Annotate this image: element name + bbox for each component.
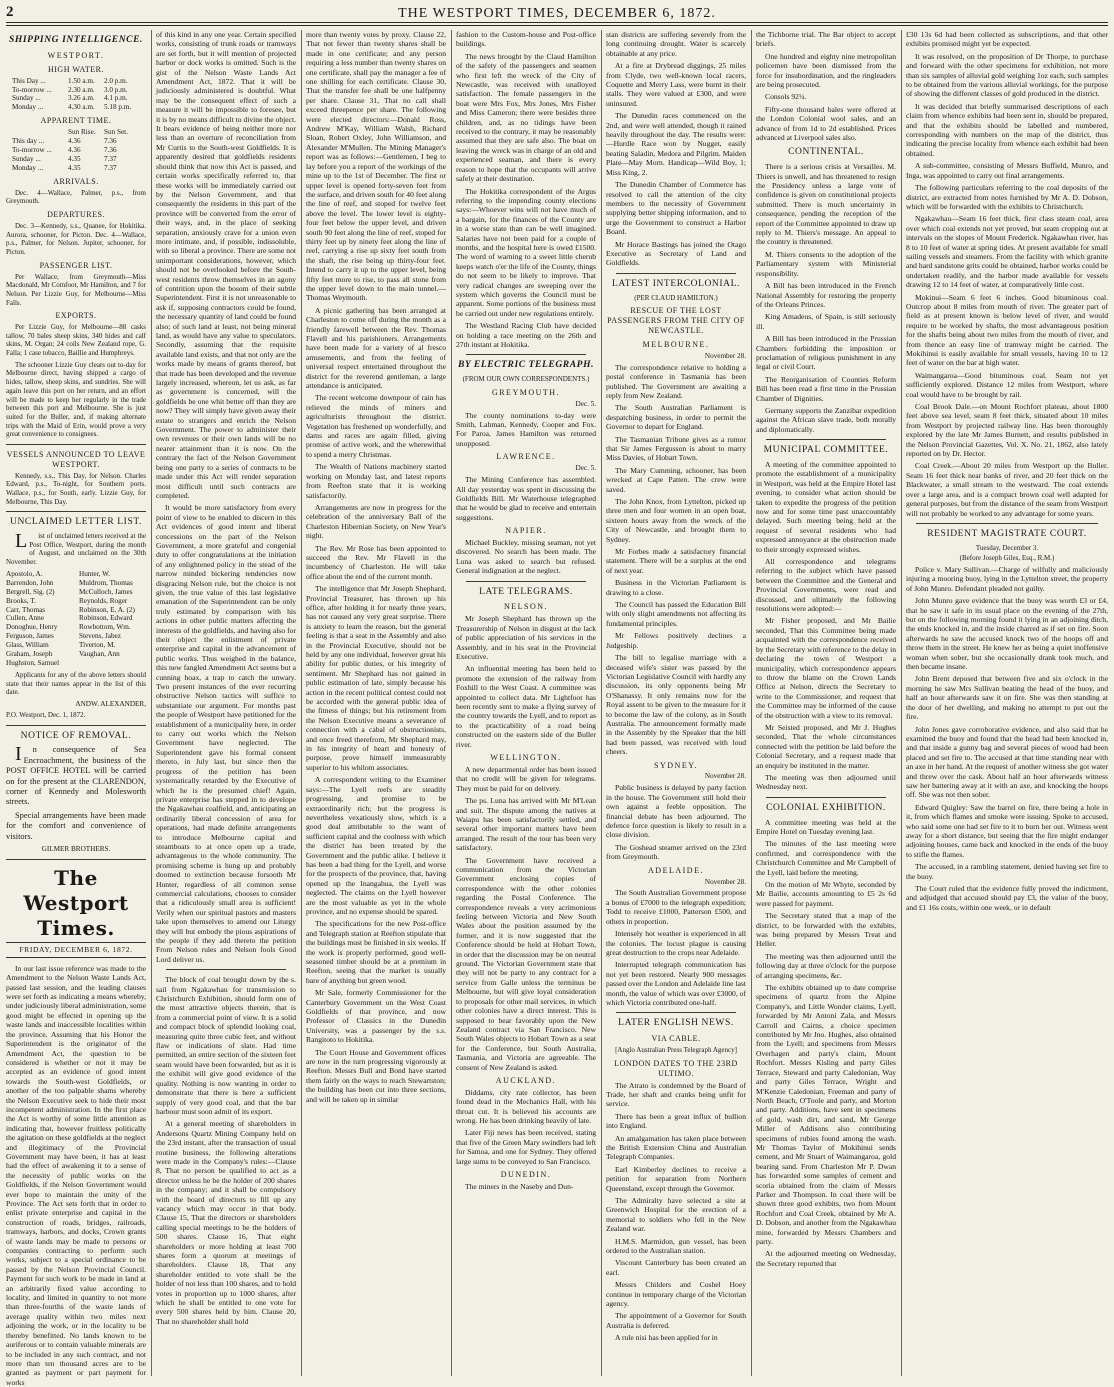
vessels-text: Kennedy, s.s., This Day, for Nelson. Charles Edward, p.s., To-night, for Southern ports. Wallace, p.s., for South, early. Lizzie Guy, for Melbourne, This Day.	[6, 471, 146, 506]
letter-name: McCulloch, James	[79, 587, 133, 596]
article-text: The Westland Racing Club have decided on holding a race meeting on the 26th and 27th instant at Hokitika.	[456, 321, 596, 349]
telegram-text: The Mining Conference has assembled. All day yesterday was spent in discussing the Goldfields Bill. Mr Waterhouse telegraphed that he would be glad to receive and entertain suggestions.	[456, 475, 596, 522]
table-cell: 4.30 a.m.	[68, 103, 95, 112]
telegram-text: Diddams, city rate collector, has been found dead in the Mechanics Hall, with his throat cut. It is believed his accounts are wrong. He has been drinking heavily of late.	[456, 1087, 596, 1126]
table-cell: 1.50 a.m.	[68, 76, 95, 85]
removal-heading: NOTICE OF REMOVAL.	[20, 730, 132, 741]
table-cell: 4.35	[68, 163, 81, 172]
news-text: One hundred and eighty nine metropolitan policemen have been dismissed from the force for insubordination, and the ringleaders are being prosecuted.	[756, 51, 896, 90]
news-text: Public business is delayed by party faction in the house. The Government still hold their own against a feeble opposition. The financial debate has been adjourned. The defence force question is likely to result in a close division.	[606, 783, 746, 840]
table-cell: 5.18 p.m.	[104, 103, 132, 112]
news-text: A Bill has been introduced in the Prussian Chambers forbidding the imposition or proclamation of religious punishment in any legal or civil Court.	[756, 334, 896, 372]
article-text: At a general meeting of shareholders in Andersons Quartz Mining Company held on the 23rd instant, after the transaction of usual routine business, the following alterations were made in the Company's rules:—Clause 8, That no person be qualified to act as a director unless he be the holder of 200 shares in the company; and it shall be compulsory with the board of directors to fill up any vacancy which may occur in that body. Clause 15, That the directors or shareholders calling special meetings to be the holders of 500 shares. Clause 16, That eight shareholders or more holding at least 700 shares form a quorum at meetings of shareholders. Clause 18, That any shareholder entitled to vote shall be the holder of not less than 100 shares, and to hold votes in proportion up to 1000 shares, after which he shall be entitled to one vote for every 500 shares held by him. Clause 20, That no shareholder shall hold	[156, 1119, 296, 1326]
article-text: The Hokitika correspondent of the Argus referring to the impending county elections says:—Whoever wins will not have much of a bargain, for the finances of the County are in a worse state than can be well imagined. Salaries have not been paid for a couple of months, and the hospital here is owed £1500. The word of warning to a sweet little cherub keeps watch o'er the life of the County, things do not seem to be likely to improve. That very radical changes are sweeping over the system which governs the Council must be apparent. Some portions of the business must be carried out under new regulations entirely.	[456, 186, 596, 318]
column-4	[456, 30, 596, 1376]
divider	[6, 725, 146, 726]
telegram-text: The county nominations to-day were Smith, Lahman, Kennedy, Cooper and Fox. For Paroa, James Hamilton was returned unopposed.	[456, 410, 596, 448]
article-text: Mr Sale, formerly Commissioner for the Canterbury Government on the West Coast Goldfields of that province, and now Professor of Classics in the Dunedin University, was a passenger by the s.s. Rangitoto to Hokitika.	[306, 988, 446, 1045]
letter-name: Hunter, W.	[79, 569, 111, 578]
letter-name: Ferguson, James	[6, 632, 54, 641]
divider	[466, 581, 586, 582]
telegram-text: Mr Joseph Shephard has thrown up the Treasurership of Nelson in disgust at the lack of public appreciation of his services in the Assembly, and in his seat in the Provincial Executive.	[456, 614, 596, 661]
letter-name: Brooks, T.	[6, 596, 36, 605]
court-text: Edward Quigley: Saw the barrel on fire, there being a hole in it, from which flames and smoke were issuing. Spoke to accused, who said some one had set fire to it to burn her out. Witness went away for a short distance, but seeing that the fire might endanger adjoining houses, came back and knocked in the ends of the buoy to stifle the flames.	[906, 802, 1108, 859]
exports-note: The schooner Lizzie Guy clears out to-day for Melbourne direct, having shipped a cargo of hides, tallow, sheep skins, and sundries. She will again leave this port on her return, and an effort will be made to keep her regularly in the trade between this port and Melbourne. She is just suited for the Buller, and, if making alternate trips with the Maid of Erin, would prove a very great convenience to consignees.	[6, 360, 146, 439]
news-text: Fifty-one thousand bales were offered at the London Colonial wool sales, and an advance of from 1d to 2d established. Prices advanced at Liverpool sales also.	[756, 104, 896, 143]
news-text: The following particulars referring to the coal deposits of the district, are extracted from notes furnished by Mr A. D. Dobson, which will be forwarded with the exhibits to Christchurch.	[906, 183, 1108, 211]
dateline: FRIDAY, DECEMBER 6, 1872.	[6, 942, 146, 957]
letter-name: Muldrom, Thomas	[79, 578, 133, 587]
table-cell: 4.1 p.m.	[104, 94, 128, 103]
article-text: more than twenty votes by proxy. Clause 22, That not fewer than twenty shares shall be made in one certificate; and any person requiring a less number than twenty shares on one certificate, shall pay the manager a fee of one shilling for each certificate. Clause 30, That the transfer fee shall be one halfpenny per share. Clause 31, That no call shall exceed threepence per share. The following were elected directors:—Donald Ross, Andrew M'Kay, William Walsh, Richard Sloan, Robert Oxley, John Williamson, and Alexander M'Mullen. The Mining Manager's report was as follows:—Gentlemen, I beg to lay before you a report of the workings of the mine up to the 1st of December. The first or upper level is opened forty-seven feet from the surface, and driven south for 40 feet along the line of reef, and stoped for twelve feet above the level. The lower level is eighty-four feet below the upper level, and driven south 90 feet along the line of reef, stoped for thirty feet up by ninety feet along the line of reef, carrying a rise up sixty feet south from the shaft, the rise being up thirty-four feet. Intend to carry it up to the upper level, being fifty feet more to rise, to pass all stone from the upper level down to the main tunnel.—Thomas Weymouth.	[306, 30, 446, 303]
news-text: King Amadeus, of Spain, is still seriously ill.	[756, 312, 896, 331]
column-rule	[151, 30, 152, 1376]
table-cell: This Day ...	[12, 76, 46, 85]
news-text: A sub-committee, consisting of Messrs Buffield, Munro, and Inga, was appointed to carry out final arrangements.	[906, 161, 1108, 180]
court-text: The Court ruled that the evidence fully proved the indictment, and adjudged that accused should pay £3, the value of the buoy, and £1 16s costs, within one week, or in default	[906, 884, 1108, 912]
divider	[6, 511, 146, 512]
dateline-place: DUNEDIN.	[500, 1170, 552, 1180]
news-text: Mr Seisted proposed, and Mr J. Hughes seconded, That the whole circumstances connected with the petition be laid before the Colonial Secretary, and a request made that an enquiry be instituted in the matter.	[756, 722, 896, 770]
column-rule	[601, 30, 602, 1376]
letter-name: Robinson, E. A. (2)	[79, 605, 135, 614]
telegram-text: The miners in the Naseby and Dun-	[465, 1182, 574, 1192]
article-text: The Rev. Mr Rose has been appointed to succeed the Rev. Mr Flavell in the incumbency of Charleston. He will take office about the end of the current month.	[306, 543, 446, 581]
letter-name: Apostolo, A.	[6, 569, 43, 578]
news-text: Germany supports the Zanzibar expedition against the African slave trade, both morally and diplomatically.	[756, 405, 896, 434]
article-text: The intelligence that Mr Joseph Shephard, Provincial Treasurer, has thrown up his office, after holding it for nearly three years, has not caused any very great surprise. There is anxiety to learn the reason, but the general feeling is that a seat in the Assembly and also in the Provincial Executive, should not be held by any one individual, however great his ability for public duties, or his integrity of sentiment. Mr Shephard has not gained in public estimation of late, simply because his action in the recent political contest could not be accorded with the general public idea of the fitness of things; but his retirement from the Nelson Executive means a severance of connection with a cabal of obstructionists, and once freed therefrom, Mr Shephard may, in his integrity of heart and honesty of purpose, prove himself immeasurably superior to his whilom associates.	[306, 584, 446, 772]
telegram-text: The Dunedin Chamber of Commerce has resolved to call the attention of the city members to the necessity of Government supplying better shipping information, and to urge the Government to construct a Harbor Board.	[606, 180, 746, 237]
news-text: A Bill has been introduced in the French National Assembly for restoring the property of the Orleans Princes.	[756, 281, 896, 309]
news-text: A rule nisi has been applied for in	[615, 1333, 718, 1343]
news-text: The South Australian Parliament is despatching business, in order to permit the Governor to depart for England.	[606, 403, 746, 432]
news-text: The meeting was then adjourned until the following day at three o'clock for the purpose of arranging specimens, &c.	[756, 951, 896, 980]
table-cell: 7.36	[104, 146, 117, 155]
exports-heading: EXPORTS.	[55, 311, 97, 321]
letter-name	[79, 659, 146, 668]
vessels-heading: VESSELS ANNOUNCED TO LEAVE WESTPORT.	[6, 449, 146, 469]
telegram-text: Later Fiji news has been received, stating that five of the Green Mary swindlers had left for Samoa, and one for Sydney. They offered large sums to be conveyed to San Francisco.	[456, 1128, 596, 1166]
high-water-table	[12, 77, 146, 113]
table-cell: 4.36	[68, 137, 81, 146]
table-cell: 3.0 p.m.	[104, 85, 128, 94]
table-cell: 2.0 p.m.	[104, 76, 128, 85]
divider	[6, 444, 146, 445]
municipal-heading: MUNICIPAL COMMITTEE.	[763, 445, 889, 456]
news-text: The Admiralty have selected a site at Greenwich Hospital for the erection of a memorial to soldiers who fell in the New Zealand war.	[606, 1195, 746, 1234]
dateline-place: LAWRENCE.	[496, 452, 556, 462]
article-text: The specifications for the new Post-office and Telegraph station at Reefton stipulate that the buildings must be finished in six weeks. If the work is properly performed, good well-seasoned timber should be at a premium in Reefton, seeing that the market is usually bare of anything but green wood.	[306, 919, 446, 985]
news-text: A meeting of the committee appointed to promote the establishment of a municipality in Westport, was held at the Empire Hotel last evening, to consider what action should be taken to expedite the progress of the petition now and for some time past unaccountably delayed. Such meeting being held at the request of several residents who had expressed annoyance at the obstruction made to their strongly expressed wishes.	[756, 459, 896, 554]
rescue-heading: RESCUE OF THE LOST PASSENGERS FROM THE CITY OF NEWCASTLE.	[607, 306, 745, 335]
dateline-place: AUCKLAND.	[495, 1075, 557, 1085]
telegram-text: The Dunedin races commenced on the 2nd, and were well attended, though it rained heavily throughout the day. The results were:—Hurdle Race won by Nugget, easily beating Saladin, Medora and Pilgrim. Maiden Plate—May Morn. Handicap—Wild Boy, 1; Miss King, 2.	[606, 111, 746, 177]
dateline-date: Dec. 5.	[575, 399, 596, 408]
table-cell: 7.36	[104, 137, 117, 146]
divider	[766, 439, 886, 440]
news-text: The John Knox, from Lyttelton, picked up three men and four women in an open boat, sixteen hours away from the wreck of the City of Newcastle, and brought them to Sydney.	[606, 497, 746, 544]
news-text: A committee meeting was held at the Empire Hotel on Tuesday evening last.	[756, 817, 896, 836]
letter-names-list	[6, 570, 146, 668]
article-text: The Wealth of Nations machinery started working on Monday last, and latest reports from Reefton state that it is working satisfactorily.	[306, 462, 446, 500]
dateline-date: November 28.	[704, 772, 746, 781]
article-text: The news brought by the Claud Hamilton of the safety of the passengers and seamen who first left the wreck of the City of Newcastle, was received with unalloyed satisfaction. The female passengers in the boat were Mrs Fox, Mrs Jones, Mrs Fisher and Miss Cameron; there were besides three children, and, as no tidings have been received to the contrary, it may be reasonably assumed that they are safe also. The boat on leaving the wreck was in charge of an old and experienced seaman, and there is every reason to hope that the occupants will arrive safely at their destination.	[456, 51, 596, 184]
news-text: There has been a great influx of bullion into England.	[606, 1111, 746, 1131]
agency-credit: [Anglo Australian Press Telegraph Agency]	[615, 1046, 737, 1055]
intercolonial-heading: LATEST INTERCOLONIAL.	[612, 278, 740, 289]
news-text: On the motion of Mr Whyte, seconded by Mr Bailie, accounts amounting to £5 2s 6d were passed for payment.	[756, 879, 896, 908]
news-text: The exhibits obtained up to date comprise specimens of quartz from the Alpine Company's, and Little Wonder claims, Lyell, forwarded by Mr Antoni Zala, and Messrs Carroll and Cairns, a choice specimen contributed by Mr Jno. Hughes, also obtained from the Lyell; and specimens from Messrs Overhagen and party's claim, Mount Rochfort. Messrs Kisling and party Giles Terrace, Steward and party Caledonian, Way and party Giles Terrace, Wright and M'Kenzie Caledonian, Freeman and party of North Beach, O'Toole and party, and Morton and party. Additions, have sent in specimens of gold, wash dirt, and sand, Mr George Miller of Addisons also contributing specimens of rubies found among the wash. Mr Thomas Taylor of Mokihinui sends cement, and Mr Stuart of Waimangaroa, gold bearing sand. From Charleston Mr P. Dwan has forwarded some samples of cement and scoria obtained from the claim of Messrs Parker and Thompson. In coal there will be shown three good exhibits, two from Mount Rochfort and Coal Creek, obtained by Mr A. D. Dobson, and another from the Ngakawhau mine, forwarded by Messrs Chambers and party.	[756, 983, 896, 1247]
news-text: The appointment of a Governor for South Australia is deferred.	[606, 1311, 746, 1330]
news-text: Mokinui—Seam 6 feet 6 inches. Good bituminous coal. Outcrop about 8 miles from mouth of river. The greater part of field as at present known is below level of river, and would require to be worked by shafts, the most advantageous position for the shafts being about two miles from the mouth of river, and from thence an easy line of tramway might be carried. The Mokihinui is easily available for small vessels, having 10 to 12 feet of water on the bar at high water.	[906, 292, 1108, 368]
news-text: At the adjourned meeting on Wednesday, the Secretary reported that	[756, 1249, 896, 1268]
dateline-place: SYDNEY.	[654, 760, 698, 770]
news-text: Coal Brook Dale.—on Mount Rochfort plateau, about 1800 feet above sea level, seam 8 feet thick, situated about 10 miles from Westport by projected railway line. Has been thoroughly explored by the late Mr James Burnett, and results published in the Nelson Provincial Gazettes, Vol. X. No. 21, 1862, also lately reported on by Dr. Hector.	[906, 402, 1108, 459]
column-rule	[301, 30, 302, 1376]
telegraph-heading: BY ELECTRIC TELEGRAPH.	[457, 360, 595, 371]
rmc-date: Tuesday, December 3.	[975, 543, 1039, 552]
dateline-place: MELBOURNE.	[642, 339, 710, 349]
news-text: There is a serious crisis at Versailles. M. Thiers is unwell, and has threatened to resign the Presidency unless a large vote of confidence is given on constitutional projects submitted. There is much uncertainty in consequence, pending the reception of the report of the Committee appointed to draw up reply to M. Thiers's message. An appeal to the country is threatened.	[756, 162, 896, 247]
news-text: Mr Fellows positively declines a Judgeship.	[606, 631, 746, 650]
divider	[166, 969, 286, 970]
news-text: The Council has passed the Education Bill with only slight amendments not affecting its fundamental principles.	[606, 600, 746, 628]
dateline-place: WELLINGTON.	[490, 753, 562, 763]
letters-heading: UNCLAIMED LETTER LIST.	[9, 517, 143, 528]
letters-signature-place: P.O. Westport, Dec. 1, 1872.	[6, 710, 86, 719]
departures-heading: DEPARTURES.	[47, 210, 105, 220]
table-cell: Sunday ...	[12, 154, 41, 163]
apparent-time-table	[12, 128, 146, 173]
telegram-text: Mr Horace Bastings has joined the Otago Executive as Secretary of Land and Goldfields.	[606, 239, 746, 268]
letter-name: Rowbottom, Wm.	[79, 623, 131, 632]
telegraph-subheading: (FROM OUR OWN CORRESPONDENTS.)	[462, 375, 590, 384]
news-text: Consols 92¼.	[765, 92, 807, 102]
letter-name: Donoghue, Henry	[6, 623, 58, 632]
arrivals-heading: ARRIVALS.	[53, 176, 99, 186]
letter-name: Tiverton, M.	[79, 641, 116, 650]
court-text: The accused, in a rambling statement, denied having set fire to the buoy.	[906, 862, 1108, 881]
news-text: M. Thiers consents to the adoption of the Parliamentary system with Ministerial responsibility.	[756, 249, 896, 278]
news-text: The Secretary stated that a map of the district, to be forwarded with the exhibits, was being prepared by Messrs Treat and Heller.	[756, 911, 896, 949]
table-cell: 2.30 a.m.	[68, 85, 95, 94]
news-text: Ngakawhau—Seam 16 feet thick, first class steam coal, area over which coal extends not yet proved, but seam cropping out at intervals on the slopes of Mount Frederick. Ngakawhau river, has 8 to 10 feet of water at spring tides. At present available for small sailing vessels and steamers. From the facility with which granite and hard sandstone grits could be obtained, harbor works could be undertaken readily, and the harbor made available for vessels drawing 12 to 14 feet of water, at comparatively little cost.	[906, 214, 1108, 290]
news-text: Intensely hot weather is experienced in all the colonies. The locust plague is causing great destruction to the crops near Adelaide.	[606, 929, 746, 957]
article-text: The Court House and Government offices are now in the turn progressing vigorously at Reefton. Messrs Bull and Bond have started them fairly on the ways to reach Stewartston; the building has been cut into three sections, and will be taken up in similar	[306, 1047, 446, 1104]
news-text: Messrs Childers and Coshel Hoey continue in temporary charge of the Victorian agency.	[606, 1280, 746, 1309]
article-text: fashion to the Custom-house and Post-office buildings.	[456, 30, 596, 49]
news-text: Mr Fisher proposed, and Mr Bailie seconded, That this Committee being made acquainted with the correspondence received by the Secretary with reference to the delay in declaring the town of Westport a municipality, which correspondence appears to throw the blame on the Crown Lands Office at Nelson, directs the Secretary to write to the Commissioner, and request that the Committee may be informed of the cause of the obstruction with a view to its removal.	[756, 616, 896, 720]
news-text: The correspondence relative to holding a postal conference in Tasmania has been published. The Government are awaiting a reply from New Zealand.	[606, 362, 746, 400]
news-text: The Mary Cumming, schooner, has been wrecked at Cape Patten. The crew were saved.	[606, 465, 746, 494]
column-1	[6, 30, 146, 1387]
divider	[466, 354, 586, 355]
news-text: It was resolved, on the proposition of Dr Thorpe, to purchase and forward with the other specimens for exhibition, not more than six samples of alluvial gold weighing 1oz each, such samples to be obtained from the various alluvial workings, for the purpose of showing the different classes of gold produced in the district.	[906, 51, 1108, 99]
intercolonial-subheading: (PER CLAUD HAMILTON.)	[634, 293, 718, 302]
exhibition-heading: COLONIAL EXHIBITION.	[766, 802, 886, 813]
news-text: The Goshead steamer arrived on the 23rd from Greymouth.	[606, 842, 746, 862]
later-english-heading: LATER ENGLISH NEWS.	[618, 1018, 734, 1029]
letter-name: Hughston, Samuel	[6, 659, 60, 668]
late-telegrams-heading: LATE TELEGRAMS.	[479, 586, 573, 597]
column-3	[306, 30, 446, 1376]
divider	[6, 859, 146, 860]
removal-signature: GILMER BROTHERS.	[41, 845, 111, 854]
column-6	[756, 30, 896, 1376]
court-text: Police v. Mary Sullivan.—Charge of wilfully and maliciously injuring a mooring buoy, lying in the Lyttelton street, the property of John Munro. Defendant pleaded not guilty.	[906, 565, 1108, 593]
divider	[766, 797, 886, 798]
telegram-text: The ps. Luna has arrived with Mr M'Lean and suit. The dispute among the natives at Waiapu has been satisfactorily settled, and several other important matters have been arranged. The result of the tour has been very satisfactory.	[456, 796, 596, 853]
letter-name: Graham, Joseph	[6, 650, 53, 659]
dateline-date: November 28.	[704, 877, 746, 886]
header-rule-thin	[6, 25, 1108, 26]
masthead: The Westport Times.	[23, 866, 129, 940]
letter-name: Barrendon, John	[6, 578, 54, 587]
column-rule	[751, 30, 752, 1376]
telegram-text: stan districts are suffering severely from the long continuing drought. Water is scarcely obtainable at any price.	[606, 30, 746, 58]
departures-text: Dec. 3—Kennedy, s.s., Quanee, for Hokitika. Aurora, schooner, for Picton. Dec. 4—Wallace, p.s., Palmer, for Nelson. Jupiter, schooner, for Picton.	[6, 221, 146, 256]
news-text: Business in the Victorian Parliament is drawing to a close.	[606, 578, 746, 597]
news-text: The Reorganisation of Counties Reform Bill has been read a first time in the Prussian Chamber of Dignities.	[756, 374, 896, 403]
letters-intro: List of unclaimed letters received at the Post Office, Westport, during the month of August, and unclaimed on the 30th November.	[6, 530, 146, 567]
dateline-date: November 28.	[704, 351, 746, 360]
news-text: An amalgamation has taken place between the British Extension China and Australian Telegraph Companies.	[606, 1133, 746, 1162]
high-water-heading: HIGH WATER.	[47, 64, 104, 74]
table-header	[12, 128, 68, 137]
table-cell: Sunday ...	[12, 94, 41, 103]
removal-text: In consequence of Sea Encroachment, the business of the POST OFFICE HOTEL will be carried on for the present at the CLARENDON, corner of Kennedy and Molesworth streets.	[6, 743, 146, 807]
article-text: A correspondent writing to the Examiner says:—The Lyell reefs are steadily progressing, and promise to be extraordinarily rich; but the progress is nevertheless vexatiously slow, which is a good deal attributable to the want of sufficient capital and the coolness with which the district has been treated by the Government and the public alike. I believe it has been a bad thing for the Lyell, and worse for the prospects of the province, that, having opened up the Inangahua, the Lyell was neglected. The claims on the Lyell however are the most valuable as yet in the whole province, and no expense should be spared.	[306, 775, 446, 916]
table-cell: 7.37	[104, 163, 117, 172]
news-text: Earl Kimberley declines to receive a petition for separation from Northern Queensland, except through the Governor.	[606, 1164, 746, 1193]
continental-heading: CONTINENTAL.	[788, 147, 864, 158]
table-header: Sun Set.	[104, 128, 128, 137]
table-cell: 3.26 a.m.	[68, 94, 95, 103]
table-cell: 7.37	[104, 154, 117, 163]
table-cell: To-morrow ...	[12, 146, 52, 155]
dateline-place: NAPIER.	[505, 526, 547, 536]
divider	[616, 273, 736, 274]
news-text: Viscount Canterbury has been created an earl.	[606, 1258, 746, 1277]
news-text: The minutes of the last meeting were confirmed, and correspondence with the Christchurch Committee and Mr Campbell of the Lyell, laid before the meeting.	[756, 839, 896, 877]
article-text: Arrangements are now in progress for the celebration of the anniversary Ball of the Charleston Hibernian Society, on New Year's night.	[306, 502, 446, 541]
article-text: of this kind in any one year. Certain specified works, consisting of trunk roads or tramways are set forth, but it will mention of projected harbor or dock works is omitted. Such is the gist of the Nelson Waste Lands Act Amendment Act, 1872. That it will be judiciously administered is doubtful. What may be the consequent effect of such a measure it will be impossible to foresee, but it is by no means difficult to divine the object. It bears evidence of being neither more nor less than an overture of reconciliation from Mr Curtis to the South-west Goldfields. It is apparently desired that goldfields residents should think that now this Act is passed, and certain works specifically referred to, that these works will be immediately carried out by the Nelson Government, and that consequently the residents in this part of the province will be converted from the error of their ways, and, in the place of seeking separation, anxiously crave for a union even more intimate, and, if possible, indissoluble, with so liberal a province. There are some not unimportant considerations, however, which should not be overlooked before the South-west residents throw themselves in an agony of contrition upon the bosom of their subtle Superintendent. First it is not unreasonable to ask if, supposing contractors could be found, the necessary quantity of land could be found also; of such land at least, not being mineral land, as would have any value to speculators. Secondly, assuming that the requisite available land exists, and that not only are the works made by means of grants thereof, but that trade has been developed and the revenue largely increased, whereon, let us ask, as far as government is concerned, will the goldfields be one whit better off than they are now? They will simply have given away their estate to strangers and enrich the Nelson Government. The power to administer their own revenues or their own lands will be no nearer attainment than it is now. On the contrary the fact of the Nelson Government being one party to a series of contracts to be made under this Act will render separation most difficult until such contracts are completed.	[156, 30, 296, 500]
news-text: Coal Creek.—About 20 miles from Westport up the Buller. Seam 16 feet thick near banks of river, and 20 feet thick on the Blackwater, a small stream to the westward. The coal extends over a large area, and is a compact brown coal well adapted for general purposes, but from the distance of the seam from Westport will not probably be worked to any advantage for some years.	[906, 461, 1108, 518]
rmc-magistrate: (Before Joseph Giles, Esq., R.M.)	[959, 554, 1055, 563]
telegram-text: The Government have received a communication from the Victorian Government enclosing copies of correspondence with the other colonies regarding the Postal Conference. The correspondence reveals a very acrimonious feeling between Victoria and New South Wales about the position assumed by the former, and it is now suggested that the Conference should be held at Hobart Town, in order that the discussion may be on neutral ground. The Victorian Government state that they will not be party to any contract for a service from Galle unless the terminus be Melbourne, but will give loyal consideration to proposals for other mail services, in which other colonies have a direct interest. This is supposed to bear favorably upon the New Zealand contract via San Francisco. New South Wales objects to Hobart Town as a seat for the Conference, but South Australia, Tasmania, and Victoria are agreeable. The consent of New Zealand is asked.	[456, 855, 596, 1072]
telegram-text: A new departmental order has been issued that no credit will be given for telegrams. They must be paid for on delivery.	[456, 764, 596, 793]
column-rule	[451, 30, 452, 1376]
dateline-place: NELSON.	[503, 602, 549, 612]
news-text: Mr Forbes made a satisfactory financial statement. There will be a surplus at the end of next year.	[606, 547, 746, 575]
article-text: It would be more satisfactory from every point of view to be enabled to discern in this Act evidences of good intent and liberal concessions on the part of the Nelson Government, a more grateful and congenial duty to offer congratulations at the initiation of any enlightened policy in the stead of the narrow minded bickering tendencies now disgracing Nelson rule, but the choice is not given, the true value of this last legislative emanation of the Superintendent can be only truly estimated by comparison with his actions in other public matters affecting the interests of the goldfields, and having also for their object the enlistment of private enterprise and capital in the advancement of public works. Thus weighed in the balance, this new fangled Amendment Act seems but a cunning hoax, a trap to catch the unwary. Two present instances of the ever recurring obstructive Nelson tactics will suffice to substantiate our argument. For months past the people of Westport have petitioned for the establishment of a municipality here, in order to carry out works which the Nelson Government have neglected. The Superintendent gave his formal consent thereto, in July last, but since then the progress of the petition has been systematically retarded by the Executive of which he is the presumed chief! Again, private enterprise has stepped in to develope the Ngakawhau coalfield, and, anticipating an ordinarily liberal concession of area for operations, had made definite arrangements to introduce Melbourne capital and steamboats to at once open up a trade, advantageous to the whole community. The promising scheme is hung up and probably doomed to extinction because forsooth Mr Hunter, regardless of all common sense commercial calculations, chooses to consider that a ridiculously small area is sufficient! Verily when our spiritual pastors and masters take upon themselves to amend our Liturgy they will but embody the pious aspirations of the people if they add thereto the petition From Nelson rules and Nelson fools Good Lord deliver us.	[156, 503, 296, 964]
column-2	[156, 30, 296, 1376]
news-text: The Atrato is condemned by the Board of Trade, her shaft and cranks being unfit for service.	[606, 1080, 746, 1109]
letter-name: Stevens, Jabez	[79, 632, 121, 641]
article-text: The recent welcome downpour of rain has relieved the minds of miners and agriculturists throughout the district. Vegetation has freshened up wonderfully, and dams and races are again filled, giving promise of active work, and the wherewithal to spend a merry Christmas.	[306, 393, 446, 459]
passenger-text: Per Wallace, from Greymouth—Miss Macdonald, Mr Comfoot, Mr Hamilton, and 7 for Nelson. Per Lizzie Guy, for Melbourne—Miss Falls.	[6, 272, 146, 307]
news-text: The bill to legalise marriage with a deceased wife's sister was passed by the Victorian Legislative Council with hardly any discussion, its only opponents being Mr O'Shanassy. It only remains now for the Royal assent to be given to the measure for it to become the law of the colony, as in South Australia. The announcement formally made in the Assembly by the Speaker that the bill had been passed, was received with loud cheers.	[606, 653, 746, 757]
letter-name: Cullen, Anne	[6, 614, 44, 623]
via-cable-heading: VIA CABLE.	[651, 1034, 701, 1044]
news-text: The meeting was then adjourned until Wednesday next.	[756, 772, 896, 792]
dateline-place: ADELAIDE.	[648, 865, 704, 875]
letter-name: Reynolds, Roger	[79, 596, 128, 605]
table-cell: This day ...	[12, 137, 45, 146]
article-text: The block of coal brought down by the s. sail from Ngakawhau for transmission to Christchurch Exhibition, should form one of the most attractive objects therein, that is from a commercial point of view. It is a solid and compact block of splendid looking coal, measuring quite three cubic feet, and without flaw or indications of slate. Had time permitted, an entire section of the sixteen feet seam would have been forwarded, but as it is the exhibit will give good evidence of the quality. Nothing is now wanting in order to demonstrate that there is here a sufficient supply of very good coal, and that the bar harbour must soon admit of its export.	[156, 975, 296, 1116]
exports-text: Per Lizzie Guy, for Melbourne—88 casks tallow, 70 bales sheep skins, 340 hides and calf skins, M. Organ; 24 coils New Zealand rope, G. Falla; 1 case tobacco, Baillie and Humphreys.	[6, 323, 146, 358]
telegram-text: At a fire at Drybread diggings, 25 miles from Clyde, two well-known local racers, Coquette and Merry Lass, were burnt in their stalls. They were valued at £300, and were uninsured.	[606, 61, 746, 108]
article-text: A picnic gathering has been arranged at Charleston to come off during the month as a friendly farewell between the Rev. Thomas Flavell and his parishioners. Arrangements have been made for a variety of al fresco amusements, and from the feeling of universal respect entertained throughout the district for the reverend gentleman, a large attendance is anticipated.	[306, 305, 446, 391]
rmc-heading: RESIDENT MAGISTRATE COURT.	[927, 528, 1087, 539]
shipping-heading: SHIPPING INTELLIGENCE.	[8, 35, 144, 45]
column-7	[906, 30, 1108, 1376]
news-text: Waimangaroa—Good bituminous coal. Seam not yet sufficiently explored. Distance 12 miles from Westport, where coal would have to be brought by rail.	[906, 370, 1108, 399]
table-cell: To-morrow ...	[12, 85, 52, 94]
dateline-date: Dec. 5.	[575, 464, 596, 473]
page-header	[6, 4, 1108, 22]
arrivals-text: Dec. 4—Wallace, Palmer, p.s., from Greymouth.	[6, 188, 146, 206]
letters-note: Applicants for any of the above letters should state that their names appear in the list of this date.	[6, 670, 146, 697]
column-5	[606, 30, 746, 1376]
letter-name: Glass, William	[6, 641, 49, 650]
table-cell: 4.35	[68, 154, 81, 163]
court-text: John Munro gave evidence that the buoy was worth £3 or £4, that he saw it safe in its usual place on the evening of the 27th, but on the following morning found it lying in an adjoining ditch, the ends knocked in, and the inside charred as if set on fire. Soon afterwards he saw the accused knock two of the hoops off and throw them in the street. He knew her as being a quiet inoffensive woman when sober, but she occasionally drank took much, and then became insane.	[906, 596, 1108, 672]
table-cell: Monday ...	[12, 103, 44, 112]
letters-signature: ANDW. ALEXANDER,	[75, 699, 146, 708]
editorial-text: In our last issue reference was made to the Amendment to the Nelson Waste Lands Act, passed last session, and the leading clauses were set forth as indicating a means whereby, under judiciously liberal administration, some good might be effected in opening up the waste lands and inaccessible localities within the province. Assuming that his Honor the Superintendent is the originator of the Amendment Act, the question to be considered is whether or not it may be accepted as an evidence of good intent towards the South-west Goldfields, or another of the too palpable shams whereby the Nelson Executive seek to hide their most incompetent administration. In the first place the Act is worthy of some little attention as indicating that, however fruitless politically the agitation on these goldfields at the neglect and illegitimacy of the Provincial Government may have been, it has at least had the effect of awakening it to a sense of the necessity of public works on the Goldfields, if the Nelson Government would ever hope to maintain the unity of the Province. The Act sets forth that in order to enlist private enterprise and capital in the construction of roads, bridges, railroads, tramways, harbors, and docks, Crown grants of waste lands may be made to persons or companies contracting to perform such works, subject to a special ordinance to be passed by the Nelson Provincial Council. Payment for such work to be made in land at an arbitrarily fixed value according to locality, and limited in quantity to not more than three-fourths of the waste lands of average quality within two miles next adjoining the work, or in the locality to be thereby benefitted. No lands known to be auriferous or to contain valuable minerals are to be included in any such contract, and not more than ten thousand acres are to be granted as payment or part payment for works	[6, 963, 146, 1387]
apparent-time-heading: APPARENT TIME.	[40, 116, 112, 126]
court-text: John Jones gave corroborative evidence, and also said that he examined the buoy and found that the head had been knocked in, and that inside a gunny bag and several pieces of wood had been placed and set fire to. The accused at that time standing near with an axe in her hand. At the request of another witness she got water and threw over the cask. About half an hour afterwards witness saw her battering away at it with an axe, and knocking the hoops off. She was not then sober.	[906, 724, 1108, 800]
passenger-heading: PASSENGER LIST.	[39, 260, 113, 270]
divider	[916, 523, 1098, 524]
page-number: 2	[6, 4, 14, 20]
running-title: THE WESTPORT TIMES, DECEMBER 6, 1872.	[398, 6, 716, 21]
column-rule	[901, 30, 902, 1376]
news-text: Interrupted telegraph communication has not yet been restored. Nearly 900 messages passed over the London and Adelaide line last month, the value of which was over £3000, of which Victoria contributed one-half.	[606, 960, 746, 1007]
table-cell: 4.36	[68, 146, 81, 155]
table-header: Sun Rise.	[68, 128, 96, 137]
news-text: All correspondence and telegrams referring to the subject which have passed between the Committee and the General and Provincial Governments, were read and discussed, and ultimately the following resolutions were adopted:—	[756, 557, 896, 614]
news-text: The Tasmanian Tribune gives as a rumor that Sir James Fergusson is about to marry Miss Davies, of Hobart Town.	[606, 434, 746, 463]
news-text: The South Australian Government propose a bonus of £7000 to the telegraph expedition; Todd to receive £1000, Patterson £500, and others in proportion.	[606, 888, 746, 926]
letter-name: Robinson, Edward	[79, 614, 133, 623]
removal-text-2: Special arrangements have been made for the comfort and convenience of visitors.	[6, 810, 146, 841]
dateline-place: GREYMOUTH.	[491, 387, 561, 397]
letter-name: Vaughan, Ann	[79, 650, 120, 659]
header-rule	[6, 22, 1108, 23]
telegram-text: Michael Buckley, missing seaman, not yet discovered. No search has been made. The Luna was asked to search but refused. General indignation at the neglect.	[456, 538, 596, 576]
letter-name: Bergrell, Sig. (2)	[6, 587, 55, 596]
telegram-text: An influential meeting has been held to promote the extension of the railway from Foxhill to the West Coast. A committee was appointed to collect data. Mr Lightfoot has been recently sent to make a flying survey of the country towards the Lyell, and to report as to the practicability of a road being constructed on the eastern side of the Buller river.	[456, 664, 596, 749]
news-text: the Tichborne trial. The Bar object to accept briefs.	[756, 30, 896, 49]
letter-name: Carr, Thomas	[6, 605, 46, 614]
news-text: It was decided that briefly summarised descriptions of each claim from whence exhibits had been sent in, should be prepared, and that the exhibits should be labelled and numbered, corresponding with numbers on the map of the district, thus indicating the precise locality from whence each exhibit had been obtained.	[906, 101, 1108, 158]
news-text: H.M.S. Marmidon, gun vessel, has been ordered to the Australian station.	[606, 1236, 746, 1256]
london-heading: LONDON DATES TO THE 23RD ULTIMO.	[614, 1058, 738, 1078]
table-cell: Monday ...	[12, 163, 44, 172]
court-text: John Brent deposed that between five and six o'clock in the morning he saw Mrs Sullivan beating the head of the buoy, and half an hour afterwards saw it on fire. She was then standing at the door of her dwelling, and making no attempt to put out the fire.	[906, 674, 1108, 722]
news-text: £30 13s 6d had been collected as subscriptions, and that other exhibits promised might yet be expected.	[906, 30, 1108, 49]
divider	[616, 1012, 736, 1013]
port-name: WESTPORT.	[47, 50, 105, 60]
